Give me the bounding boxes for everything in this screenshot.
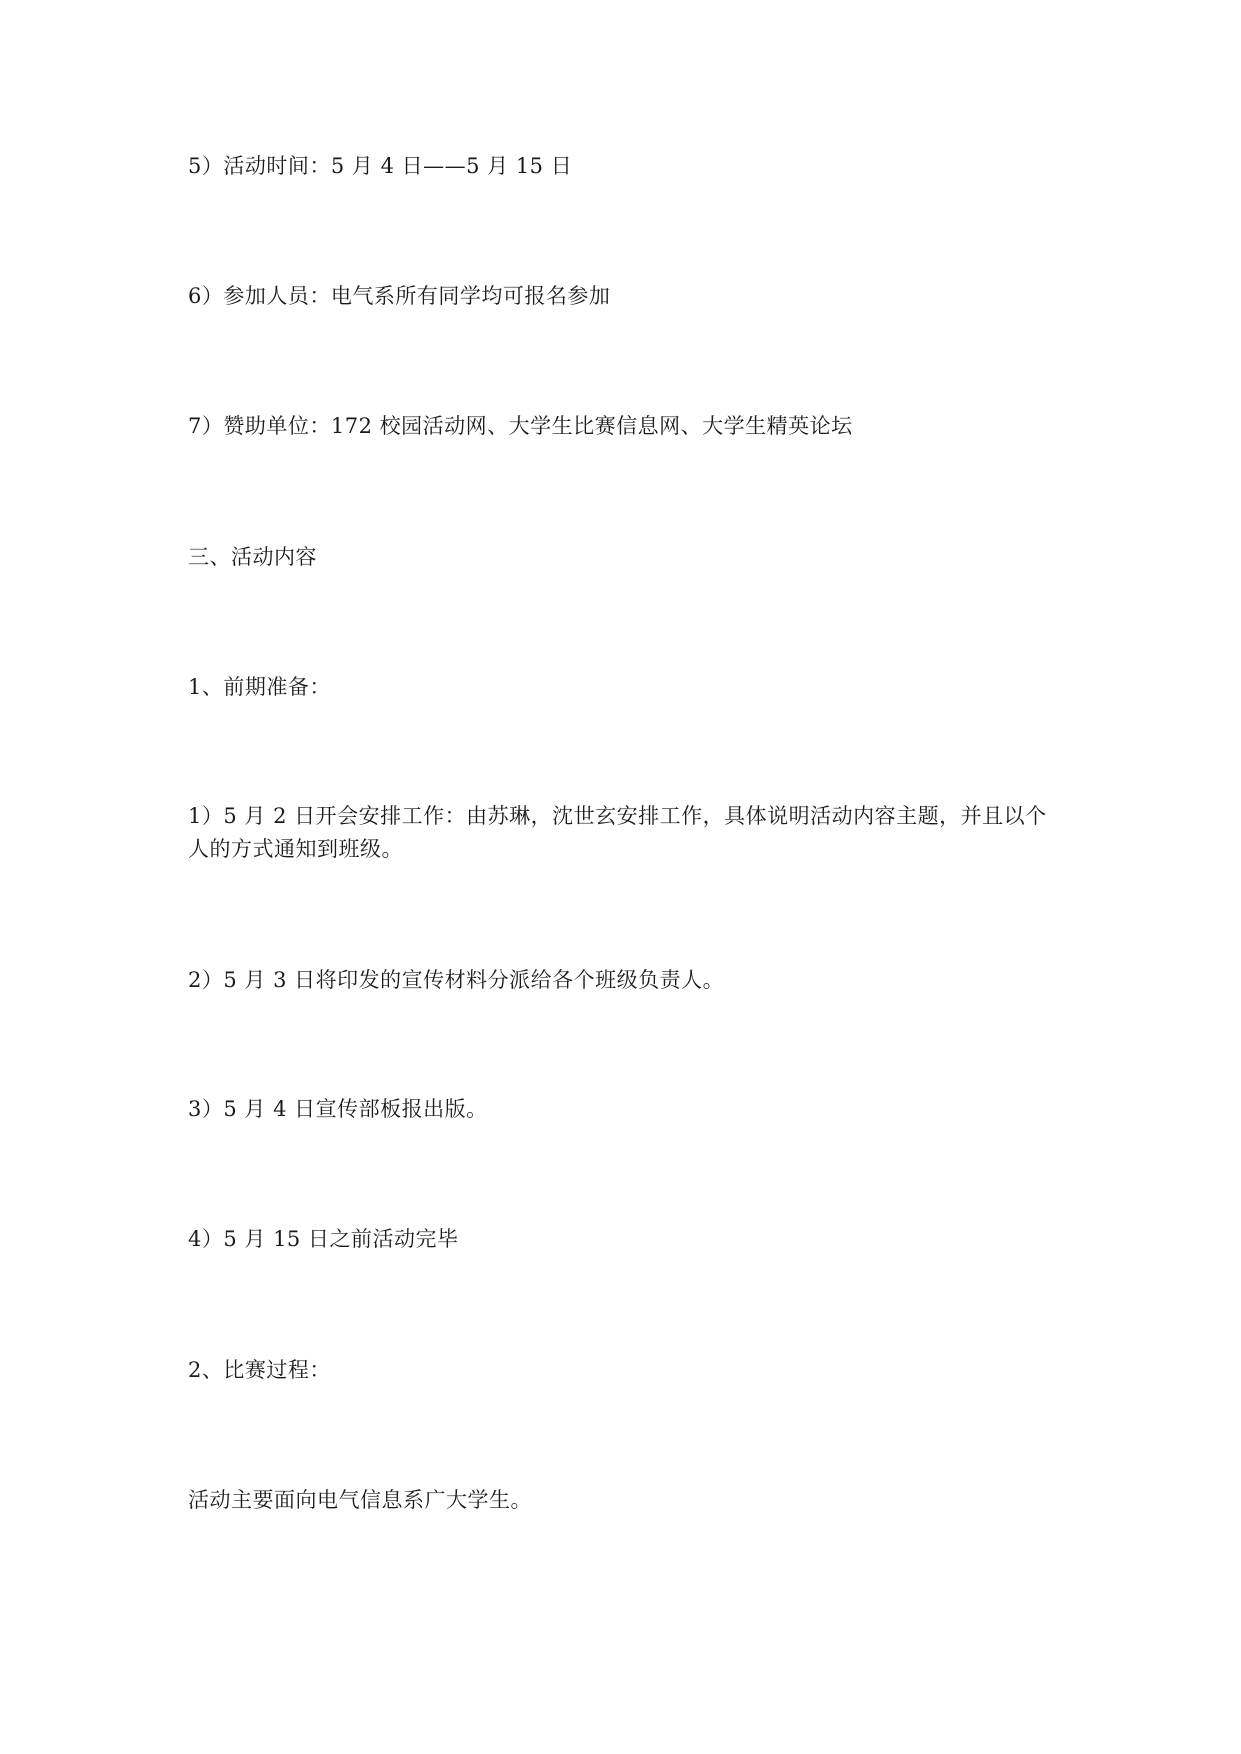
preparation-step-3: 3）5 月 4 日宣传部板报出版。 xyxy=(188,1097,488,1121)
sponsors-item: 7）赞助单位：172 校园活动网、大学生比赛信息网、大学生精英论坛 xyxy=(188,414,853,438)
activity-time-item: 5）活动时间：5 月 4 日——5 月 15 日 xyxy=(188,154,573,178)
competition-description: 活动主要面向电气信息系广大学生。 xyxy=(188,1488,532,1512)
preparation-step-1: 1）5 月 2 日开会安排工作：由苏琳，沈世玄安排工作，具体说明活动内容主题，并且以个人的方式通知到班级。 xyxy=(188,804,1047,861)
preparation-step-2: 2）5 月 3 日将印发的宣传材料分派给各个班级负责人。 xyxy=(188,968,725,992)
subheading-competition: 2、比赛过程： xyxy=(188,1358,331,1382)
section-heading-content: 三、活动内容 xyxy=(188,545,317,569)
preparation-step-4: 4）5 月 15 日之前活动完毕 xyxy=(188,1227,459,1251)
participants-item: 6）参加人员：电气系所有同学均可报名参加 xyxy=(188,284,611,308)
subheading-preparation: 1、前期准备： xyxy=(188,675,331,699)
